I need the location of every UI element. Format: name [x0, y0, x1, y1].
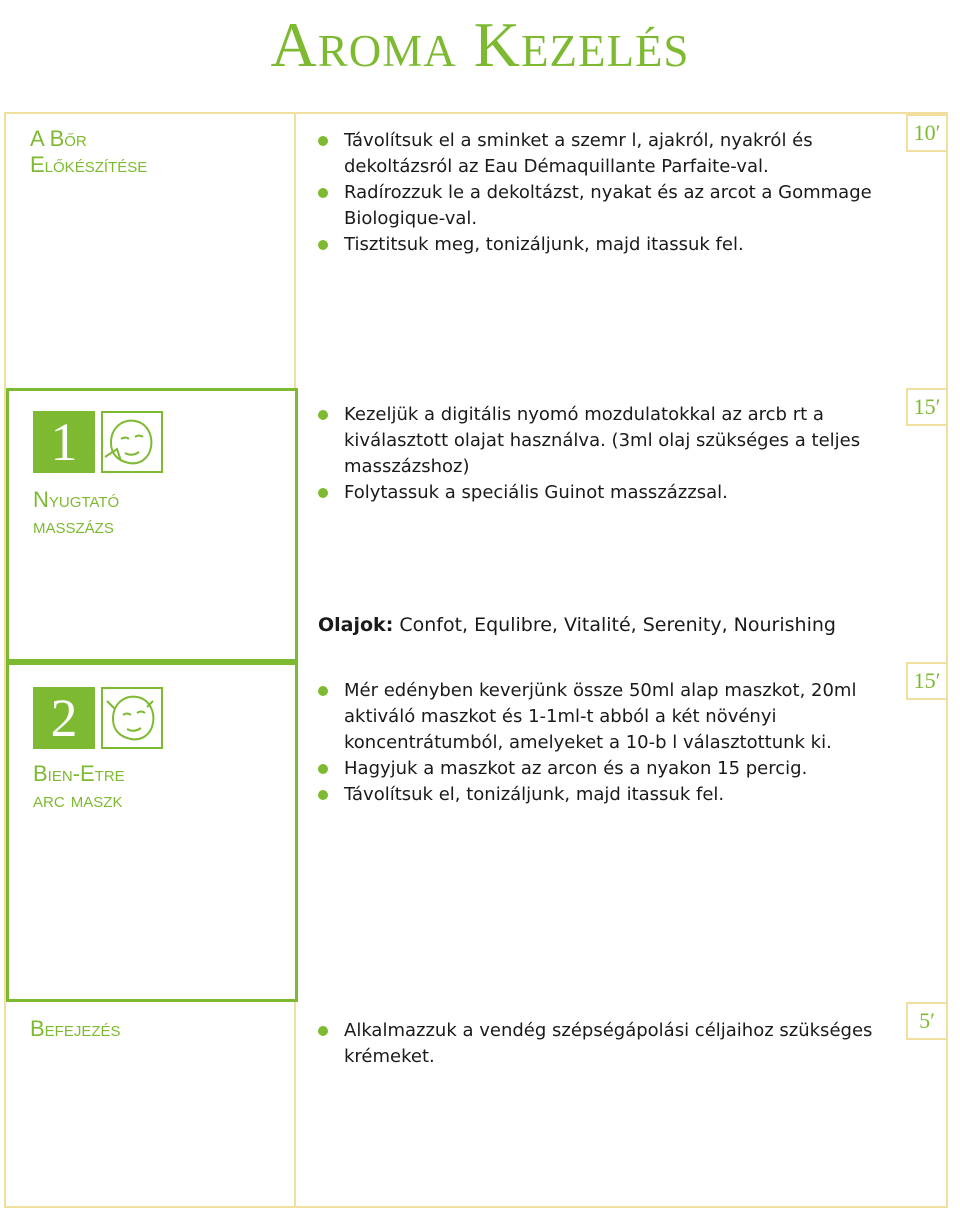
- section-label-line2: masszázs: [33, 513, 114, 538]
- list-item: Távolítsuk el, tonizáljunk, majd itassuk fel.: [314, 782, 904, 808]
- list-item: Távolítsuk el a sminket a szemr l, ajakról, nyakról és dekoltázsról az Eau Démaquillante Parfaite-val.: [314, 128, 904, 180]
- face-icon: [101, 411, 163, 473]
- oils-line: [318, 614, 836, 636]
- face-icon: [101, 687, 163, 749]
- section-label-cell: [6, 1002, 296, 1206]
- duration-badge: 10′: [906, 114, 948, 152]
- step-list: [314, 128, 904, 258]
- step-number: 1: [33, 411, 95, 473]
- list-item: Kezeljük a digitális nyomó mozdulatokkal az arcb rt a kiválasztott olajat használva. (3ml olaj szükséges a teljes masszázshoz): [314, 402, 904, 480]
- section-label: [33, 487, 119, 539]
- section-skin-preparation: [6, 114, 946, 388]
- oils-label: Olajok:: [318, 614, 394, 636]
- treatment-table: [4, 112, 948, 1208]
- section-label-line1: Nyugtató: [33, 487, 120, 512]
- oils-list: Confot, Equlibre, Vitalité, Serenity, Nourishing: [399, 614, 836, 636]
- section-label-line1: Bien-Etre: [33, 761, 125, 786]
- list-item: Radírozzuk le a dekoltázst, nyakat és az arcot a Gommage Biologique-val.: [314, 180, 904, 232]
- duration-badge: 5′: [906, 1002, 948, 1040]
- section-label-cell: [6, 388, 298, 662]
- list-item: Mér edényben keverjünk össze 50ml alap maszkot, 20ml aktiváló maszkot és 1-1ml-t abból a két növényi koncentrátumból, amelyeket a 10-b l választottunk ki.: [314, 678, 904, 756]
- section-label-cell: [6, 114, 296, 388]
- section-label-line2: Előkészítése: [30, 152, 148, 177]
- duration-badge: 15′: [906, 388, 948, 426]
- section-face-mask: [6, 662, 946, 1002]
- list-item: Hagyjuk a maszkot az arcon és a nyakon 15 percig.: [314, 756, 904, 782]
- section-label: [33, 761, 125, 813]
- section-relaxing-massage: [6, 388, 946, 662]
- step-list: [314, 678, 904, 808]
- step-list: [314, 402, 904, 506]
- section-label: [30, 126, 147, 178]
- section-label-line1: A Bőr: [30, 126, 87, 151]
- section-label-line2: arc maszk: [33, 787, 123, 812]
- list-item: Alkalmazzuk a vendég szépségápolási céljaihoz szükséges krémeket.: [314, 1018, 904, 1070]
- section-finishing: [6, 1002, 946, 1206]
- list-item: Tisztitsuk meg, tonizáljunk, majd itassuk fel.: [314, 232, 904, 258]
- duration-badge: 15′: [906, 662, 948, 700]
- list-item: Folytassuk a speciális Guinot masszázzsal.: [314, 480, 904, 506]
- step-list: [314, 1018, 904, 1070]
- step-number: 2: [33, 687, 95, 749]
- section-label: Befejezés: [30, 1016, 121, 1041]
- section-label-cell: [6, 662, 298, 1002]
- page-title: Aroma Kezelés: [270, 9, 690, 80]
